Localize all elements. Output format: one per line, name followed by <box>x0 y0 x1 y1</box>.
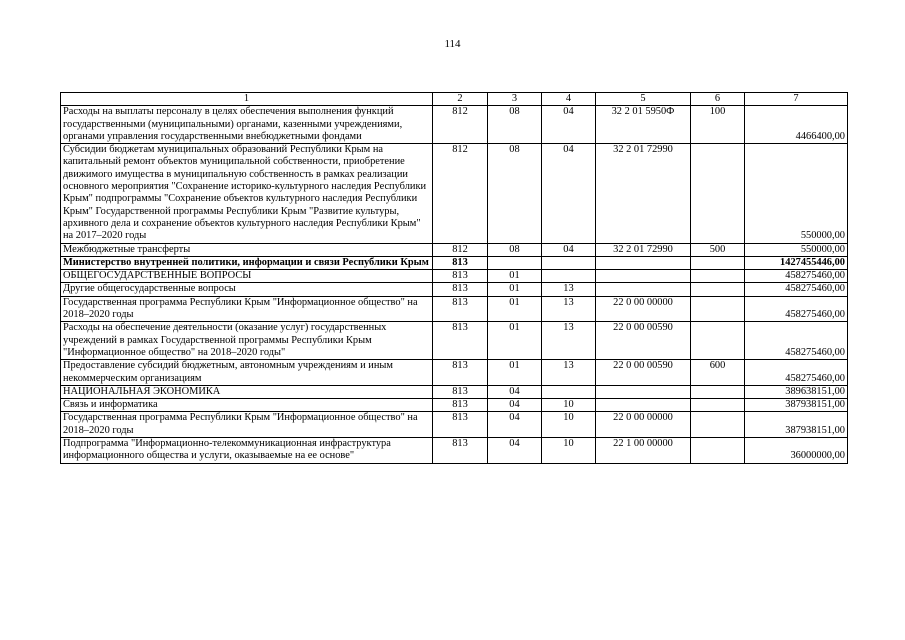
row-name: Предоставление субсидий бюджетным, автономным учреждениям и иным некоммерческим организациям <box>61 360 433 386</box>
row-amount: 458275460,00 <box>745 296 848 322</box>
row-grbs: 813 <box>433 270 488 283</box>
row-target-article <box>596 256 691 269</box>
row-grbs: 813 <box>433 256 488 269</box>
row-section: 08 <box>488 106 542 144</box>
row-subsection: 04 <box>542 144 596 243</box>
row-expense-type <box>691 283 745 296</box>
row-subsection: 10 <box>542 438 596 464</box>
row-target-article: 32 2 01 72990 <box>596 144 691 243</box>
row-section: 08 <box>488 144 542 243</box>
table-row <box>61 399 848 412</box>
row-amount: 4466400,00 <box>745 106 848 144</box>
row-expense-type <box>691 438 745 464</box>
row-name: Расходы на выплаты персоналу в целях обеспечения выполнения функций государственными (муниципальными) органами, казенными учреждениями, органами управления государственными внебюджетными фондами <box>61 106 433 144</box>
row-subsection: 04 <box>542 243 596 256</box>
row-name: НАЦИОНАЛЬНАЯ ЭКОНОМИКА <box>61 385 433 398</box>
row-subsection <box>542 385 596 398</box>
row-subsection: 10 <box>542 412 596 438</box>
row-expense-type <box>691 399 745 412</box>
table-row <box>61 412 848 438</box>
row-grbs: 813 <box>433 296 488 322</box>
table-row <box>61 385 848 398</box>
row-grbs: 813 <box>433 412 488 438</box>
row-name: ОБЩЕГОСУДАРСТВЕННЫЕ ВОПРОСЫ <box>61 270 433 283</box>
row-target-article <box>596 385 691 398</box>
row-section: 01 <box>488 322 542 360</box>
row-name: Государственная программа Республики Крым "Информационное общество" на 2018–2020 годы <box>61 412 433 438</box>
row-grbs: 813 <box>433 322 488 360</box>
row-target-article: 22 0 00 00000 <box>596 412 691 438</box>
row-name: Государственная программа Республики Крым "Информационное общество" на 2018–2020 годы <box>61 296 433 322</box>
header-col-7: 7 <box>745 93 848 106</box>
row-target-article: 22 0 00 00590 <box>596 322 691 360</box>
table-row <box>61 256 848 269</box>
row-target-article <box>596 399 691 412</box>
header-col-4: 4 <box>542 93 596 106</box>
row-subsection <box>542 270 596 283</box>
row-expense-type <box>691 385 745 398</box>
row-target-article: 32 2 01 5950Ф <box>596 106 691 144</box>
row-grbs: 813 <box>433 399 488 412</box>
page-number: 114 <box>444 38 461 50</box>
row-amount: 458275460,00 <box>745 283 848 296</box>
row-section <box>488 256 542 269</box>
row-grbs: 813 <box>433 360 488 386</box>
row-target-article <box>596 283 691 296</box>
row-grbs: 813 <box>433 385 488 398</box>
row-section: 08 <box>488 243 542 256</box>
header-col-1: 1 <box>61 93 433 106</box>
row-name: Связь и информатика <box>61 399 433 412</box>
row-grbs: 812 <box>433 144 488 243</box>
table-row <box>61 144 848 243</box>
row-target-article: 22 0 00 00000 <box>596 296 691 322</box>
row-name: Субсидии бюджетам муниципальных образований Республики Крым на капитальный ремонт объектов муниципальной собственности, приобретение движимого имущества в муниципальную собственность в рамках реализации основного мероприятия "Сохранение историко-культурного наследия Республики Крым" подпрограммы "Сохранение объектов культурного наследия Республики Крым" Государственной программы Республики Крым "Развитие культуры, архивного дела и сохранение объектов культурного наследия Республики Крым" на 2017–2020 годы <box>61 144 433 243</box>
row-name: Министерство внутренней политики, информации и связи Республики Крым <box>61 256 433 269</box>
row-section: 01 <box>488 360 542 386</box>
row-amount: 550000,00 <box>745 144 848 243</box>
row-expense-type <box>691 270 745 283</box>
row-section: 01 <box>488 270 542 283</box>
row-section: 01 <box>488 296 542 322</box>
row-subsection: 04 <box>542 106 596 144</box>
row-amount: 387938151,00 <box>745 399 848 412</box>
header-col-3: 3 <box>488 93 542 106</box>
row-name: Подпрограмма "Информационно-телекоммуникационная инфраструктура информационного общества и услуги, оказываемые на ее основе" <box>61 438 433 464</box>
row-section: 04 <box>488 438 542 464</box>
header-col-2: 2 <box>433 93 488 106</box>
row-subsection: 13 <box>542 283 596 296</box>
row-subsection <box>542 256 596 269</box>
row-amount: 458275460,00 <box>745 360 848 386</box>
row-amount: 387938151,00 <box>745 412 848 438</box>
row-amount: 389638151,00 <box>745 385 848 398</box>
table-row <box>61 106 848 144</box>
row-amount: 1427455446,00 <box>745 256 848 269</box>
row-name: Расходы на обеспечение деятельности (оказание услуг) государственных учреждений в рамках Государственной программы Республики Крым "Информационное общество" на 2018–2020 годы" <box>61 322 433 360</box>
row-grbs: 813 <box>433 283 488 296</box>
row-section: 01 <box>488 283 542 296</box>
row-expense-type: 600 <box>691 360 745 386</box>
table-row <box>61 283 848 296</box>
table-row <box>61 243 848 256</box>
row-expense-type <box>691 144 745 243</box>
table-row <box>61 360 848 386</box>
row-grbs: 812 <box>433 106 488 144</box>
row-target-article: 22 0 00 00590 <box>596 360 691 386</box>
row-target-article: 22 1 00 00000 <box>596 438 691 464</box>
row-expense-type: 100 <box>691 106 745 144</box>
table-row <box>61 322 848 360</box>
row-expense-type <box>691 256 745 269</box>
row-target-article <box>596 270 691 283</box>
row-name: Другие общегосударственные вопросы <box>61 283 433 296</box>
row-amount: 458275460,00 <box>745 270 848 283</box>
row-amount: 36000000,00 <box>745 438 848 464</box>
row-expense-type <box>691 296 745 322</box>
row-expense-type <box>691 322 745 360</box>
row-subsection: 13 <box>542 322 596 360</box>
row-target-article: 32 2 01 72990 <box>596 243 691 256</box>
row-subsection: 13 <box>542 296 596 322</box>
row-amount: 550000,00 <box>745 243 848 256</box>
row-section: 04 <box>488 399 542 412</box>
row-subsection: 13 <box>542 360 596 386</box>
row-section: 04 <box>488 385 542 398</box>
header-col-5: 5 <box>596 93 691 106</box>
budget-table <box>60 92 848 464</box>
row-grbs: 812 <box>433 243 488 256</box>
row-expense-type: 500 <box>691 243 745 256</box>
header-col-6: 6 <box>691 93 745 106</box>
row-amount: 458275460,00 <box>745 322 848 360</box>
table-row <box>61 270 848 283</box>
row-grbs: 813 <box>433 438 488 464</box>
header-row <box>61 93 848 106</box>
row-name: Межбюджетные трансферты <box>61 243 433 256</box>
row-section: 04 <box>488 412 542 438</box>
row-expense-type <box>691 412 745 438</box>
table-row <box>61 296 848 322</box>
row-subsection: 10 <box>542 399 596 412</box>
table-row <box>61 438 848 464</box>
